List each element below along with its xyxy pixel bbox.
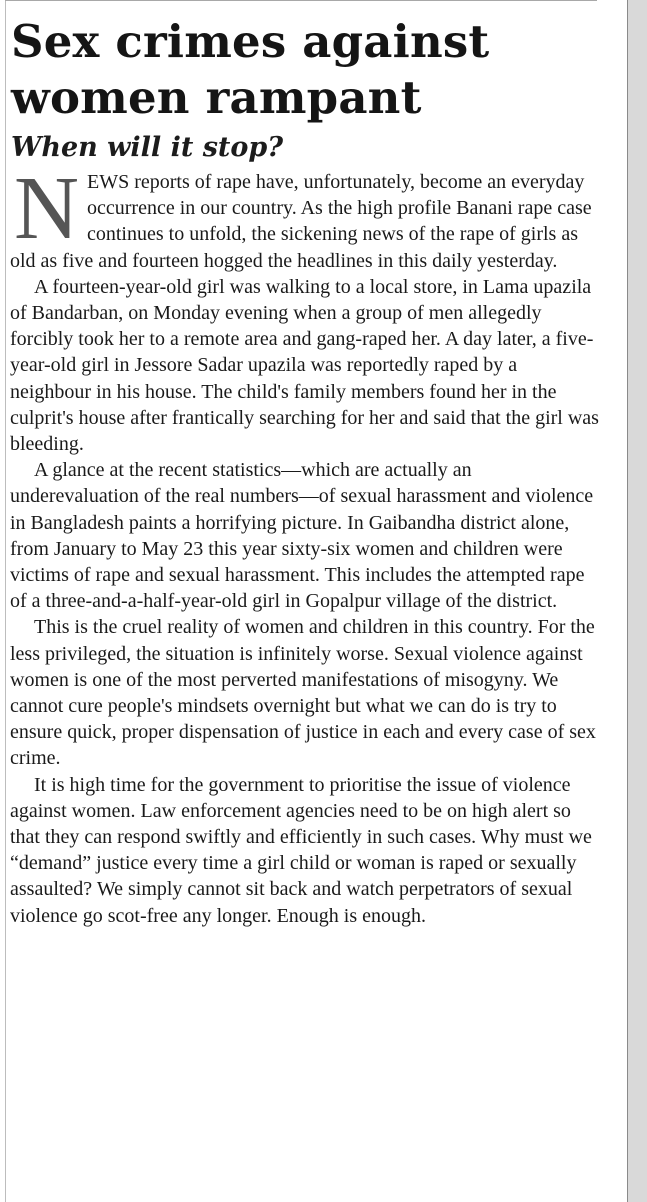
editorial-article — [10, 14, 600, 929]
body-paragraph-4: It is high time for the government to prioritise the issue of violence against women. Law enforcement agencies need to be on high alert so that they can respond swiftly and efficiently in such cases. Why must we “demand” justice every time a girl child or woman is raped or sexually assaulted? We simply cannot sit back and watch perpetrators of sexual violence go scot-free any longer. Enough is enough. — [10, 773, 592, 927]
subheadline: When will it stop? — [11, 132, 284, 163]
top-rule — [5, 0, 597, 1]
left-column-rule — [5, 0, 6, 1202]
lead-paragraph-text: EWS reports of rape have, unfortunately, become an everyday occurrence in our country. As the high profile Banani rape case continues to unfold, the sickening news of the rape of girls as old as five and fourteen hogged the headlines in this daily yesterday. — [10, 171, 592, 272]
lead-paragraph — [10, 159, 600, 274]
body-paragraph-2: A glance at the recent statistics—which are actually an underevaluation of the real numbers—of sexual harassment and violence in Bangladesh paints a horrifying picture. In Gaibandha district alone, from January to May 23 this year sixty-six women and children were victims of rape and sexual harassment. This includes the attempted rape of a three-and-a-half-year-old girl in Gopalpur village of the district. — [10, 459, 594, 613]
headline — [10, 14, 600, 126]
headline-line-2: women rampant — [11, 71, 422, 124]
drop-cap: N — [14, 159, 79, 258]
body-paragraph-3: This is the cruel reality of women and children in this country. For the less privileged, the situation is infinitely worse. Sexual violence against women is one of the most perverted manifestations of misogyny. We cannot cure people's mindsets overnight but what we can do is try to ensure quick, proper dispensation of justice in each and every case of sex crime. — [10, 616, 596, 770]
body-paragraph-1: A fourteen-year-old girl was walking to a local store, in Lama upazila of Bandarban, on Monday evening when a group of men allegedly forcibly took her to a remote area and gang-raped her. A day later, a five-year-old girl in Jessore Sadar upazila was reportedly raped by a neighbour in his house. The child's family members found her in the culprit's house after frantically searching for her and said that the girl was bleeding. — [10, 275, 599, 456]
article-body — [10, 159, 600, 929]
right-gutter — [628, 0, 647, 1202]
headline-line-1: Sex crimes against — [11, 15, 490, 68]
